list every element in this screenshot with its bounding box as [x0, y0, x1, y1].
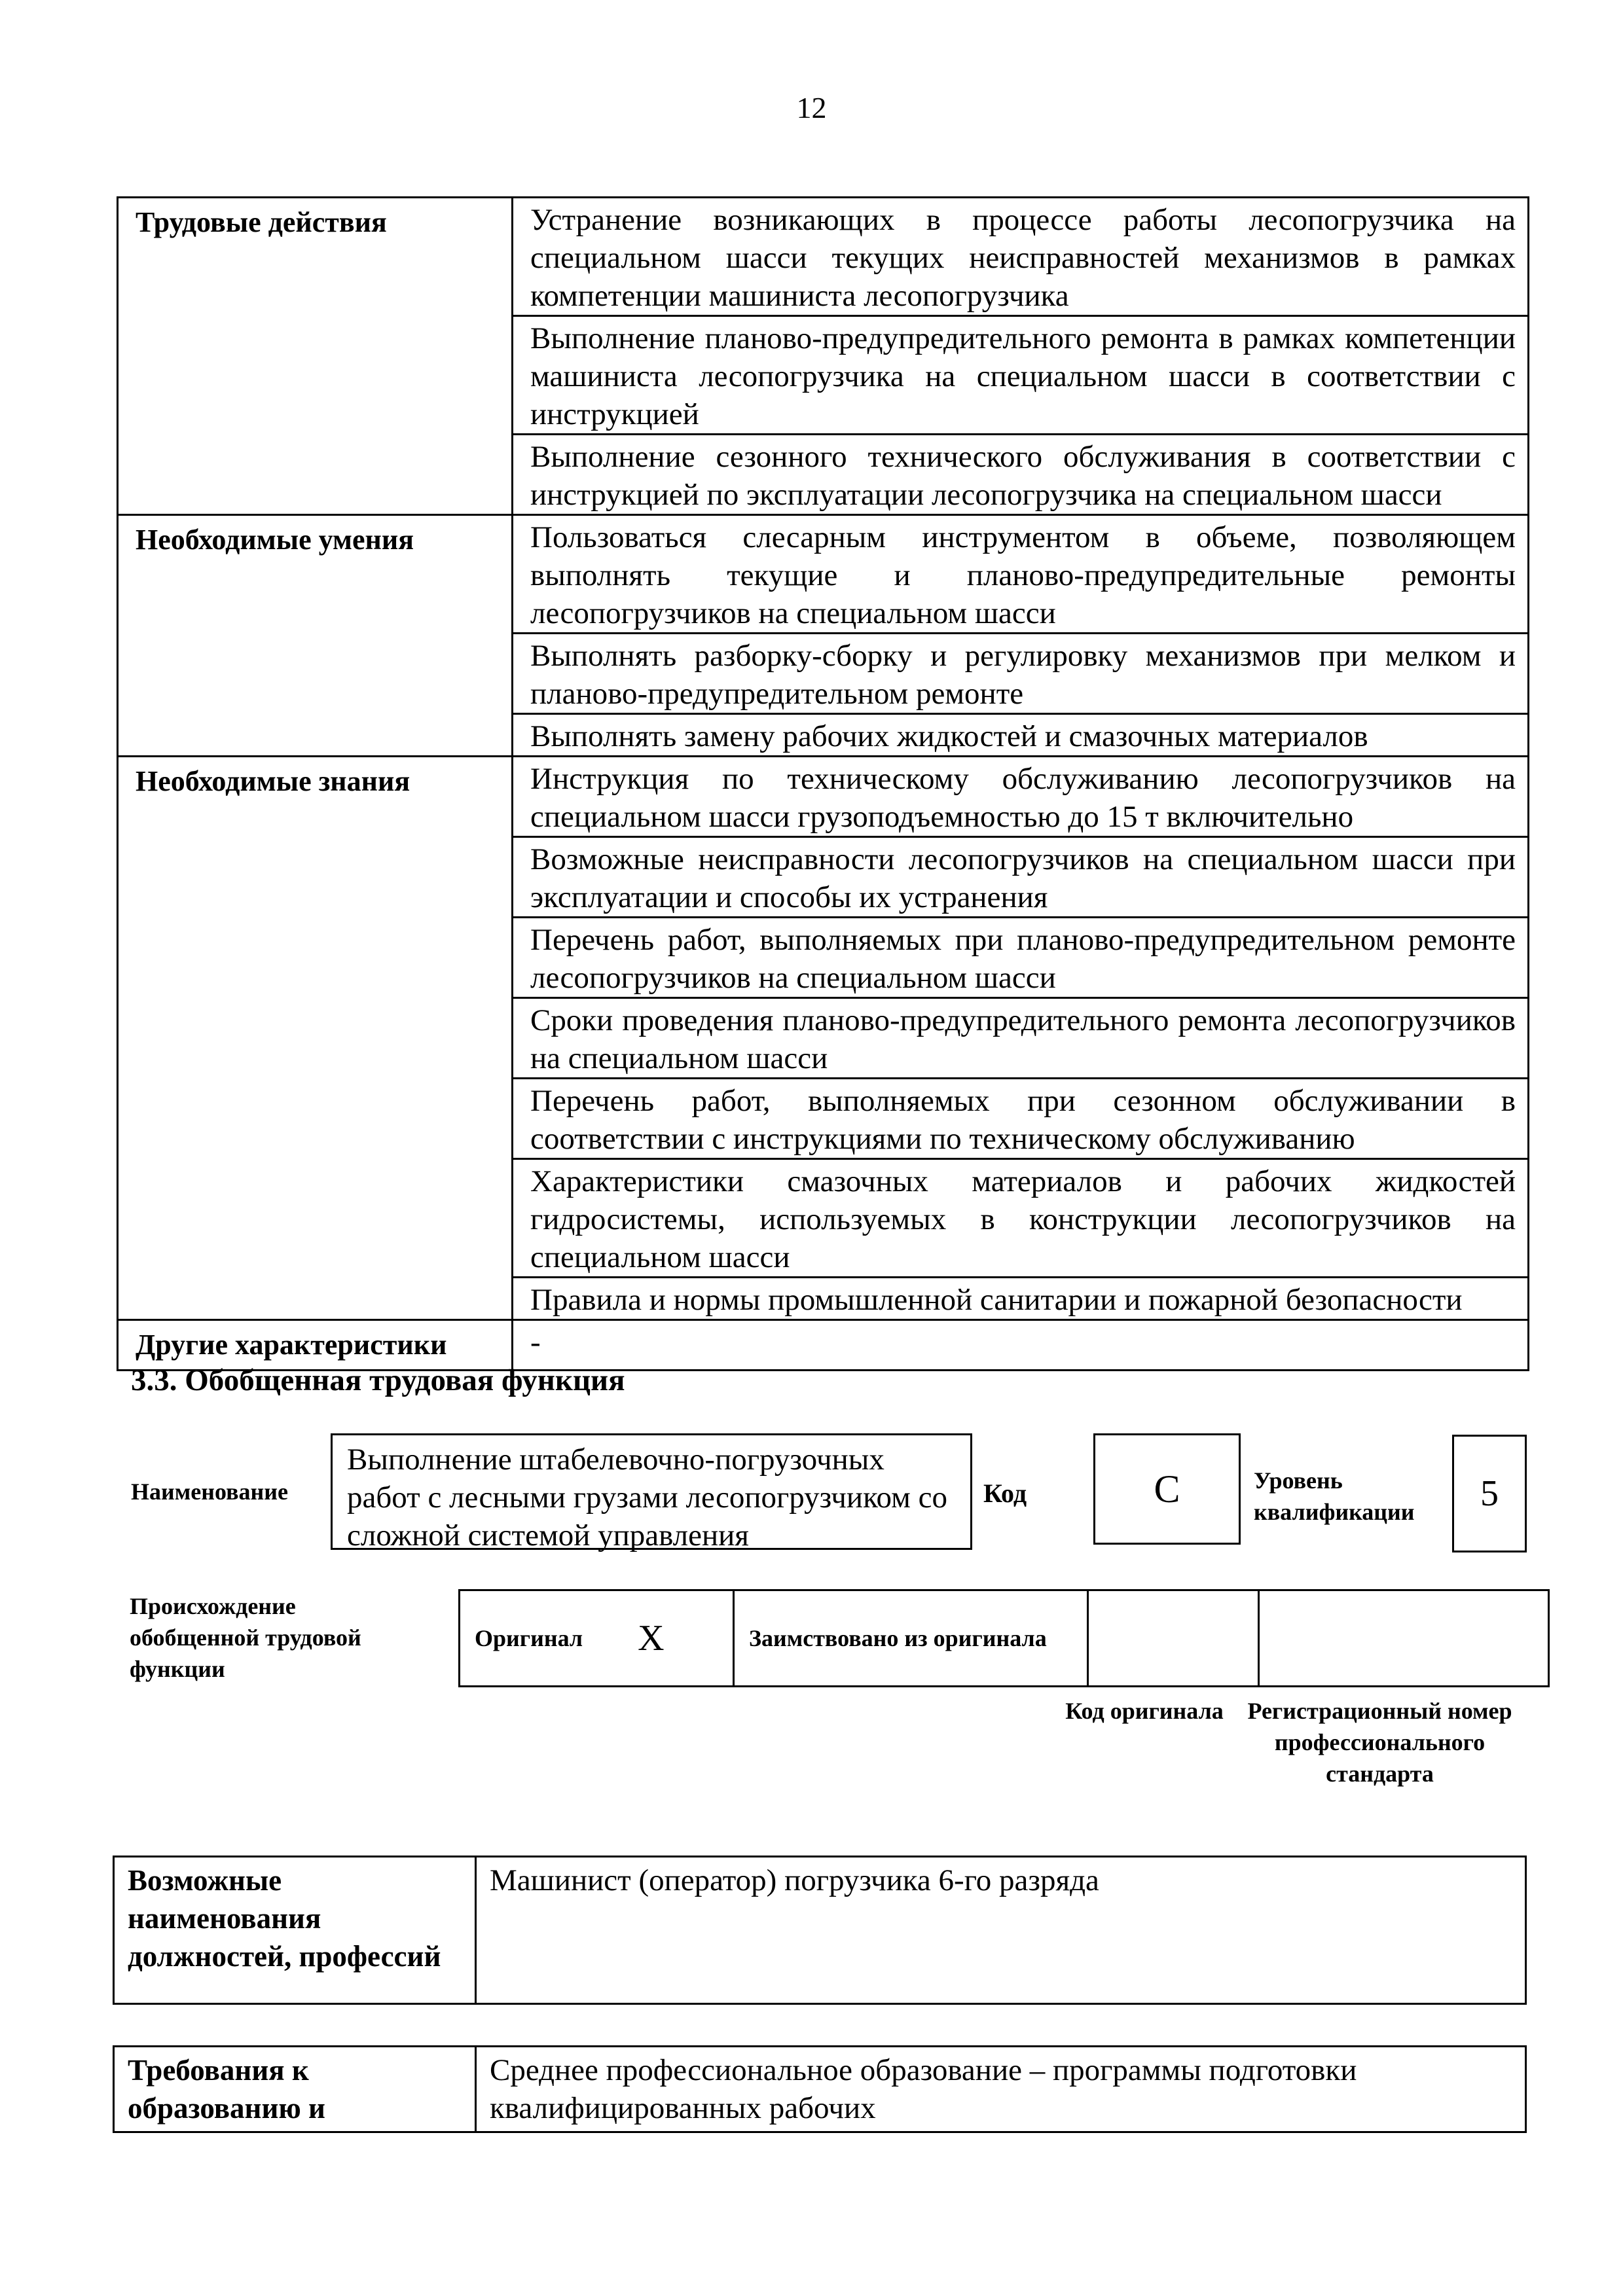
row-label: Необходимые умения — [118, 515, 513, 757]
row-label: Другие характеристики — [118, 1320, 513, 1371]
origin-original-label: Оригинал — [475, 1625, 583, 1651]
row-item: Выполнять замену рабочих жидкостей и смазочных материалов — [513, 714, 1529, 757]
page-number: 12 — [796, 91, 827, 124]
row-label: Необходимые знания — [118, 757, 513, 1320]
origin-borrowed-cell — [734, 1590, 1088, 1687]
row-item: Правила и нормы промышленной санитарии и пожарной безопасности — [513, 1278, 1529, 1320]
row-item: Устранение возникающих в процессе работы лесопогрузчика на специальном шасси текущих неисправностей механизмов в рамках компетенции машиниста лесопогрузчика — [513, 198, 1529, 316]
positions-value: Машинист (оператор) погрузчика 6-го разряда — [476, 1857, 1526, 2004]
education-value: Среднее профессиональное образование – программы подготовки квалифицированных рабочих — [476, 2047, 1526, 2132]
row-item: Перечень работ, выполняемых при планово-предупредительном ремонте лесопогрузчиков на специальном шасси — [513, 918, 1529, 998]
positions-label: Возможные наименования должностей, профессий — [114, 1857, 476, 2004]
labor-function-table — [117, 196, 1529, 1371]
gf-code-label: Код — [983, 1479, 1027, 1508]
origin-reg-cell — [1259, 1590, 1549, 1687]
row-item: Сроки проведения планово-предупредительного ремонта лесопогрузчиков на специальном шасси — [513, 998, 1529, 1079]
gf-name-label: Наименование — [131, 1479, 288, 1505]
row-item: Выполнение планово-предупредительного ремонта в рамках компетенции машиниста лесопогрузчика на специальном шасси в соответствии с инструкцией — [513, 316, 1529, 435]
table-row — [118, 515, 1529, 634]
table-row — [118, 198, 1529, 316]
row-item: - — [513, 1320, 1529, 1371]
row-item: Характеристики смазочных материалов и рабочих жидкостей гидросистемы, используемых в конструкции лесопогрузчиков на специальном шасси — [513, 1159, 1529, 1278]
education-table — [113, 2045, 1527, 2133]
row-item: Пользоваться слесарным инструментом в объеме, позволяющем выполнять текущие и планово-предупредительные ремонты лесопогрузчиков на специальном шасси — [513, 515, 1529, 634]
origin-original-mark: X — [638, 1618, 665, 1659]
gf-level-label — [1254, 1465, 1424, 1528]
caption-registration-number: Регистрационный номер профессионального стандарта — [1247, 1698, 1512, 1787]
row-item: Выполнение сезонного технического обслуживания в соответствии с инструкцией по эксплуатации лесопогрузчика на специальном шасси — [513, 435, 1529, 515]
caption-original-code: Код оригинала — [1065, 1698, 1224, 1724]
positions-table — [113, 1856, 1527, 2005]
origin-original-cell — [460, 1590, 734, 1687]
section-heading: 3.3. Обобщенная трудовая функция — [131, 1363, 625, 1397]
origin-table — [458, 1589, 1550, 1687]
row-label: Трудовые действия — [118, 198, 513, 515]
table-row — [118, 757, 1529, 837]
origin-label: Происхождение обобщенной трудовой функции — [130, 1593, 361, 1682]
gf-name-value: Выполнение штабелевочно-погрузочных работ с лесными грузами лесопогрузчиком со сложной системой управления — [331, 1433, 972, 1550]
gf-level-value: 5 — [1452, 1435, 1527, 1552]
row-item: Инструкция по техническому обслуживанию лесопогрузчиков на специальном шасси грузоподъемностью до 15 т включительно — [513, 757, 1529, 837]
origin-code-cell — [1088, 1590, 1259, 1687]
row-item: Перечень работ, выполняемых при сезонном обслуживании в соответствии с инструкциями по техническому обслуживанию — [513, 1079, 1529, 1159]
gf-code-value: С — [1093, 1433, 1241, 1545]
gf-level-label-text: Уровень квалификации — [1254, 1467, 1415, 1525]
row-item: Выполнять разборку-сборку и регулировку механизмов при мелком и планово-предупредительном ремонте — [513, 634, 1529, 714]
row-item: Возможные неисправности лесопогрузчиков на специальном шасси при эксплуатации и способы их устранения — [513, 837, 1529, 918]
origin-borrowed-label: Заимствовано из оригинала — [749, 1625, 1047, 1651]
education-label: Требования к образованию и — [114, 2047, 476, 2132]
